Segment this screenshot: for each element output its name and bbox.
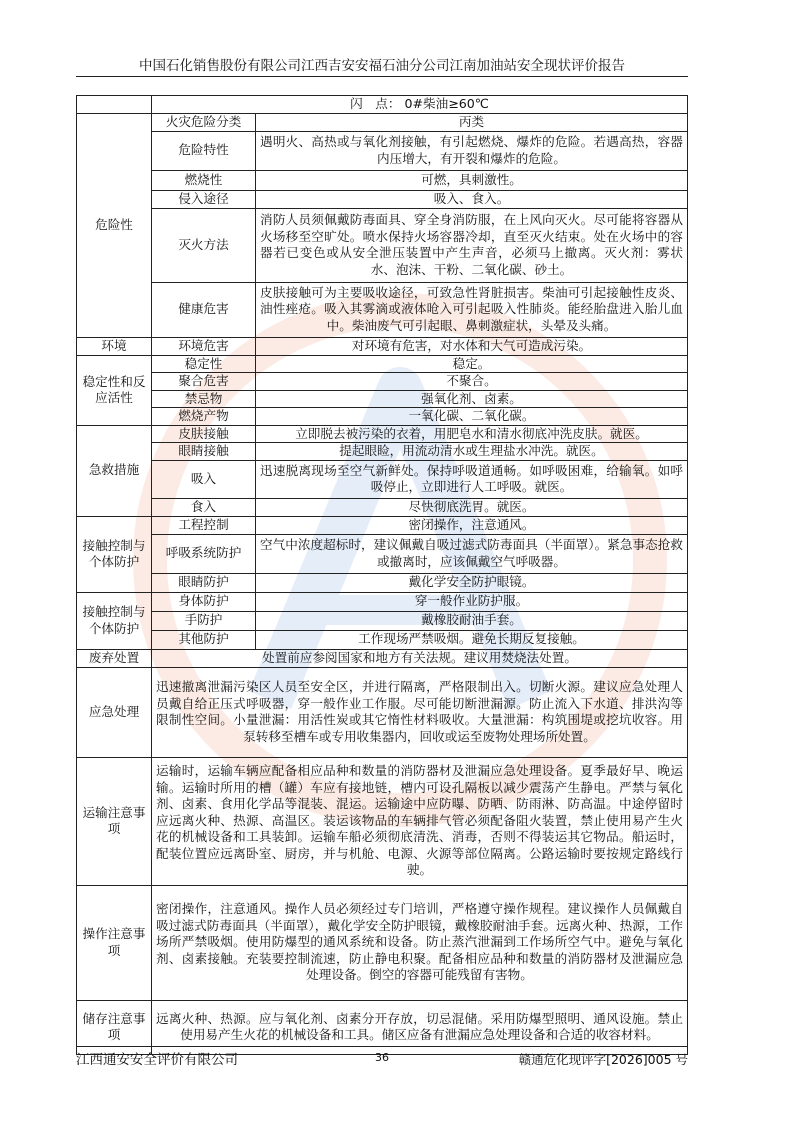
sds-table <box>76 95 688 1055</box>
empty-cell <box>77 96 152 114</box>
row-label: 稳定性 <box>152 355 256 373</box>
category-exposure: 接触控制与个体防护 <box>77 516 152 592</box>
category-storage: 储存注意事项 <box>77 1000 152 1054</box>
page-number: 36 <box>375 1051 389 1064</box>
table-row <box>77 498 688 516</box>
row-value: 密闭操作，注意通风。操作人员必须经过专门培训，严格遵守操作规程。建议操作人员佩戴自吸过滤式防毒面具（半面罩），戴化学安全防护眼镜，戴橡胶耐油手套。远离火种、热源，工作场所严禁吸烟。使用防爆型的通风系统和设备。防止蒸汽泄漏到工作场所空气中。避免与氧化剂、卤素接触。充装要控制流速，防止静电积聚。配备相应品种和数量的消防器材及泄漏应急处理设备。倒空的容器可能残留有害物。 <box>152 885 688 1000</box>
table-row <box>77 667 688 757</box>
row-value: 吸入、食入。 <box>256 190 688 208</box>
row-label: 眼睛防护 <box>152 573 256 592</box>
table-row <box>77 534 688 573</box>
table-row <box>77 114 688 132</box>
row-label: 燃烧产物 <box>152 408 256 426</box>
category-disposal: 废弃处置 <box>77 649 152 667</box>
table-row <box>77 757 688 885</box>
page-header: 中国石化销售股份有限公司江西吉安安福石油分公司江南加油站安全现状评价报告 <box>76 56 688 77</box>
row-label: 火灾危险分类 <box>152 114 256 132</box>
row-value: 迅速脱离现场至空气新鲜处。保持呼吸道通畅。如呼吸困难，给输氧。如呼吸停止，立即进行人工呼吸。就医。 <box>256 460 688 498</box>
row-value: 不聚合。 <box>256 373 688 391</box>
row-label: 灭火方法 <box>152 208 256 282</box>
table-row <box>77 131 688 170</box>
table-row <box>77 460 688 498</box>
row-label: 健康危害 <box>152 282 256 337</box>
table-row <box>77 592 688 611</box>
table-row <box>77 355 688 373</box>
category-stability: 稳定性和反应活性 <box>77 355 152 425</box>
row-value: 工作现场严禁吸烟。避免长期反复接触。 <box>256 630 688 649</box>
row-label: 眼睛接触 <box>152 443 256 461</box>
row-value: 稳定。 <box>256 355 688 373</box>
category-operation: 操作注意事项 <box>77 885 152 1000</box>
row-value: 可燃，具刺激性。 <box>256 170 688 190</box>
row-value: 空气中浓度超标时，建议佩戴自吸过滤式防毒面具（半面罩）。紧急事态抢救或撤离时，应该佩戴空气呼吸器。 <box>256 534 688 573</box>
row-value: 戴橡胶耐油手套。 <box>256 611 688 630</box>
row-value: 迅速撤离泄漏污染区人员至安全区，并进行隔离，严格限制出入。切断火源。建议应急处理人员戴自给正压式呼吸器，穿一般作业工作服。尽可能切断泄漏源。防止流入下水道、排洪沟等限制性空间。小量泄漏：用活性炭或其它惰性材料吸收。大量泄漏：构筑围堤或挖坑收容。用泵转移至槽车或专用收集器内，回收或运至废物处理场所处置。 <box>152 667 688 757</box>
row-value: 皮肤接触可为主要吸收途径，可致急性肾脏损害。柴油可引起接触性皮炎、油性痤疮。吸入其雾滴或液体呛入可引起吸入性肺炎。能经胎盘进入胎儿血中。柴油废气可引起眼、鼻刺激症状，头晕及头痛。 <box>256 282 688 337</box>
row-value: 尽快彻底洗胃。就医。 <box>256 498 688 516</box>
table-row <box>77 443 688 461</box>
category-hazard: 危险性 <box>77 114 152 338</box>
table-row <box>77 630 688 649</box>
row-label: 禁忌物 <box>152 390 256 408</box>
row-label: 手防护 <box>152 611 256 630</box>
row-value: 远离火种、热源。应与氧化剂、卤素分开存放，切忌混储。采用防爆型照明、通风设施。禁止使用易产生火花的机械设备和工具。储区应备有泄漏应急处理设备和合适的收容材料。 <box>152 1000 688 1054</box>
row-value: 消防人员须佩戴防毒面具、穿全身消防服，在上风向灭火。尽可能将容器从火场移至空旷处。喷水保持火场容器冷却，直至灭火结束。处在火场中的容器若已变色或从安全泄压装置中产生声音，必须马上撤离。灭火剂：雾状水、泡沫、干粉、二氧化碳、砂土。 <box>256 208 688 282</box>
table-row <box>77 408 688 426</box>
category-environment: 环境 <box>77 337 152 355</box>
row-value: 戴化学安全防护眼镜。 <box>256 573 688 592</box>
row-label: 燃烧性 <box>152 170 256 190</box>
table-row <box>77 170 688 190</box>
table-row <box>77 337 688 355</box>
row-value: 提起眼睑，用流动清水或生理盐水冲洗。就医。 <box>256 443 688 461</box>
row-value: 对环境有危害，对水体和大气可造成污染。 <box>256 337 688 355</box>
row-value: 密闭操作，注意通风。 <box>256 516 688 534</box>
category-transport: 运输注意事项 <box>77 757 152 885</box>
row-label: 食入 <box>152 498 256 516</box>
row-label: 侵入途径 <box>152 190 256 208</box>
table-row <box>77 373 688 391</box>
table-row <box>77 96 688 114</box>
row-value: 强氧化剂、卤素。 <box>256 390 688 408</box>
table-row <box>77 885 688 1000</box>
table-row <box>77 649 688 667</box>
row-value: 丙类 <box>256 114 688 132</box>
row-label: 皮肤接触 <box>152 425 256 443</box>
table-row <box>77 282 688 337</box>
table-row <box>77 573 688 592</box>
row-value: 一氧化碳、二氧化碳。 <box>256 408 688 426</box>
category-first-aid: 急救措施 <box>77 425 152 516</box>
table-row <box>77 611 688 630</box>
page-footer <box>76 1046 688 1069</box>
row-label: 工程控制 <box>152 516 256 534</box>
table-row <box>77 516 688 534</box>
row-label: 吸入 <box>152 460 256 498</box>
row-label: 聚合危害 <box>152 373 256 391</box>
document-number: 赣通危化现评字[2026]005 号 <box>518 1052 688 1067</box>
table-row <box>77 425 688 443</box>
row-label: 呼吸系统防护 <box>152 534 256 573</box>
row-value: 遇明火、高热或与氧化剂接触，有引起燃烧、爆炸的危险。若遇高热，容器内压增大，有开裂和爆炸的危险。 <box>256 131 688 170</box>
row-value: 运输时，运输车辆应配备相应品种和数量的消防器材及泄漏应急处理设备。夏季最好早、晚运输。运输时所用的槽（罐）车应有接地链，槽内可设孔隔板以减少震荡产生静电。严禁与氧化剂、卤素、食用化学品等混装、混运。运输途中应防曝、防晒、防雨淋、防高温。中途停留时应远离火种、热源、高温区。装运该物品的车辆排气管必须配备阻火装置，禁止使用易产生火花的机械设备和工具装卸。运输车船必须彻底清洗、消毒，否则不得装运其它物品。船运时，配装位置应远离卧室、厨房，并与机舱、电源、火源等部位隔离。公路运输时要按规定路线行驶。 <box>152 757 688 885</box>
row-label: 危险特性 <box>152 131 256 170</box>
table-row <box>77 390 688 408</box>
table-row <box>77 208 688 282</box>
footer-company: 江西通安安全评价有限公司 <box>76 1052 238 1068</box>
category-emergency: 应急处理 <box>77 667 152 757</box>
row-label: 身体防护 <box>152 592 256 611</box>
category-exposure: 接触控制与个体防护 <box>77 592 152 649</box>
flash-point: 闪 点： 0#柴油≥60℃ <box>152 96 688 114</box>
table-row <box>77 190 688 208</box>
row-label: 其他防护 <box>152 630 256 649</box>
row-value: 穿一般作业防护服。 <box>256 592 688 611</box>
row-label: 环境危害 <box>152 337 256 355</box>
row-value: 处置前应参阅国家和地方有关法规。建议用焚烧法处置。 <box>152 649 688 667</box>
row-value: 立即脱去被污染的衣着，用肥皂水和清水彻底冲洗皮肤。就医。 <box>256 425 688 443</box>
